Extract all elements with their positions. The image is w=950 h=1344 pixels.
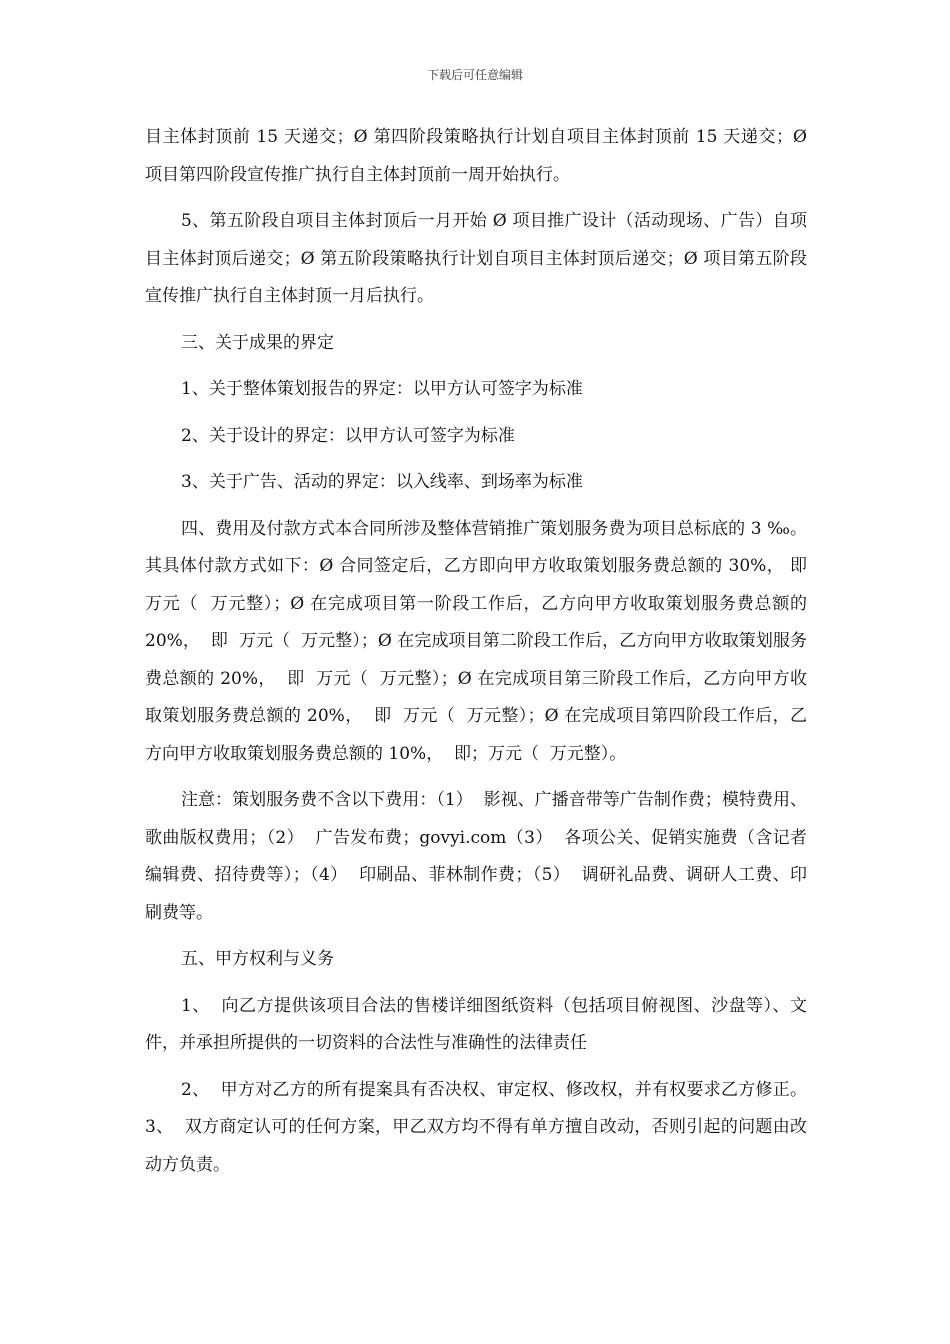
- paragraph-party-a-2: 2、 甲方对乙方的所有提案具有否决权、审定权、修改权，并有权要求乙方修正。3、 双方商定认可的任何方案，甲乙双方均不得有单方擅自改动，否则引起的问题由改动方负责。: [145, 1079, 807, 1175]
- paragraph-deliverable-2: 2、关于设计的界定：以甲方认可签字为标准: [181, 425, 515, 446]
- paragraph-fees-payment: 四、费用及付款方式本合同所涉及整体营销推广策划服务费为项目总标底的 3 ‰。其具体付款方式如下：Ø 合同签定后，乙方即向甲方收取策划服务费总额的 30%， 即 万元（ 万元整）；Ø 在完成项目第一阶段工作后，乙方向甲方收取策划服务费总额的 20%， 即 万元（ 万元整）；Ø 在完成项目第二阶段工作后，乙方向甲方收取策划服务费总额的 20%， 即 万元（ 万元整）；Ø 在完成项目第三阶段工作后，乙方向甲方收取策划服务费总额的 20%， 即 万元（ 万元整）；Ø 在完成项目第四阶段工作后，乙方向甲方收取策划服务费总额的 10%， 即；万元（ 万元整）。: [145, 518, 818, 764]
- page-header: 下载后可任意编辑: [426, 68, 523, 82]
- section-heading-party-a: 五、甲方权利与义务: [181, 949, 334, 969]
- paragraph-continuation: 目主体封顶前 15 天递交；Ø 第四阶段策略执行计划自项目主体封顶前 15 天递交；Ø 项目第四阶段宣传推广执行自主体封顶前一周开始执行。: [145, 127, 813, 185]
- document-body: [145, 119, 818, 1193]
- paragraph-fee-notes: 注意：策划服务费不含以下费用：（1） 影视、广播音带等广告制作费；模特费用、歌曲版权费用；（2） 广告发布费；govyi.com（3） 各项公关、促销实施费（含记者编辑费、招待费等）；（4） 印刷品、菲林制作费；（5） 调研礼品费、调研人工费、印刷费等。: [145, 790, 807, 923]
- paragraph-stage-five: 5、第五阶段自项目主体封顶后一月开始 Ø 项目推广设计（活动现场、广告）自项目主体封顶后递交；Ø 第五阶段策略执行计划自项目主体封顶后递交；Ø 项目第五阶段宣传推广执行自主体封顶一月后执行。: [145, 211, 807, 306]
- paragraph-deliverable-3: 3、关于广告、活动的界定：以入线率、到场率为标准: [181, 472, 583, 492]
- paragraph-deliverable-1: 1、关于整体策划报告的界定：以甲方认可签字为标准: [181, 379, 583, 399]
- paragraph-party-a-1: 1、 向乙方提供该项目合法的售楼详细图纸资料（包括项目俯视图、沙盘等）、文件，并承担所提供的一切资料的合法性与准确性的法律责任: [145, 995, 807, 1053]
- section-heading-deliverables: 三、关于成果的界定: [181, 332, 334, 353]
